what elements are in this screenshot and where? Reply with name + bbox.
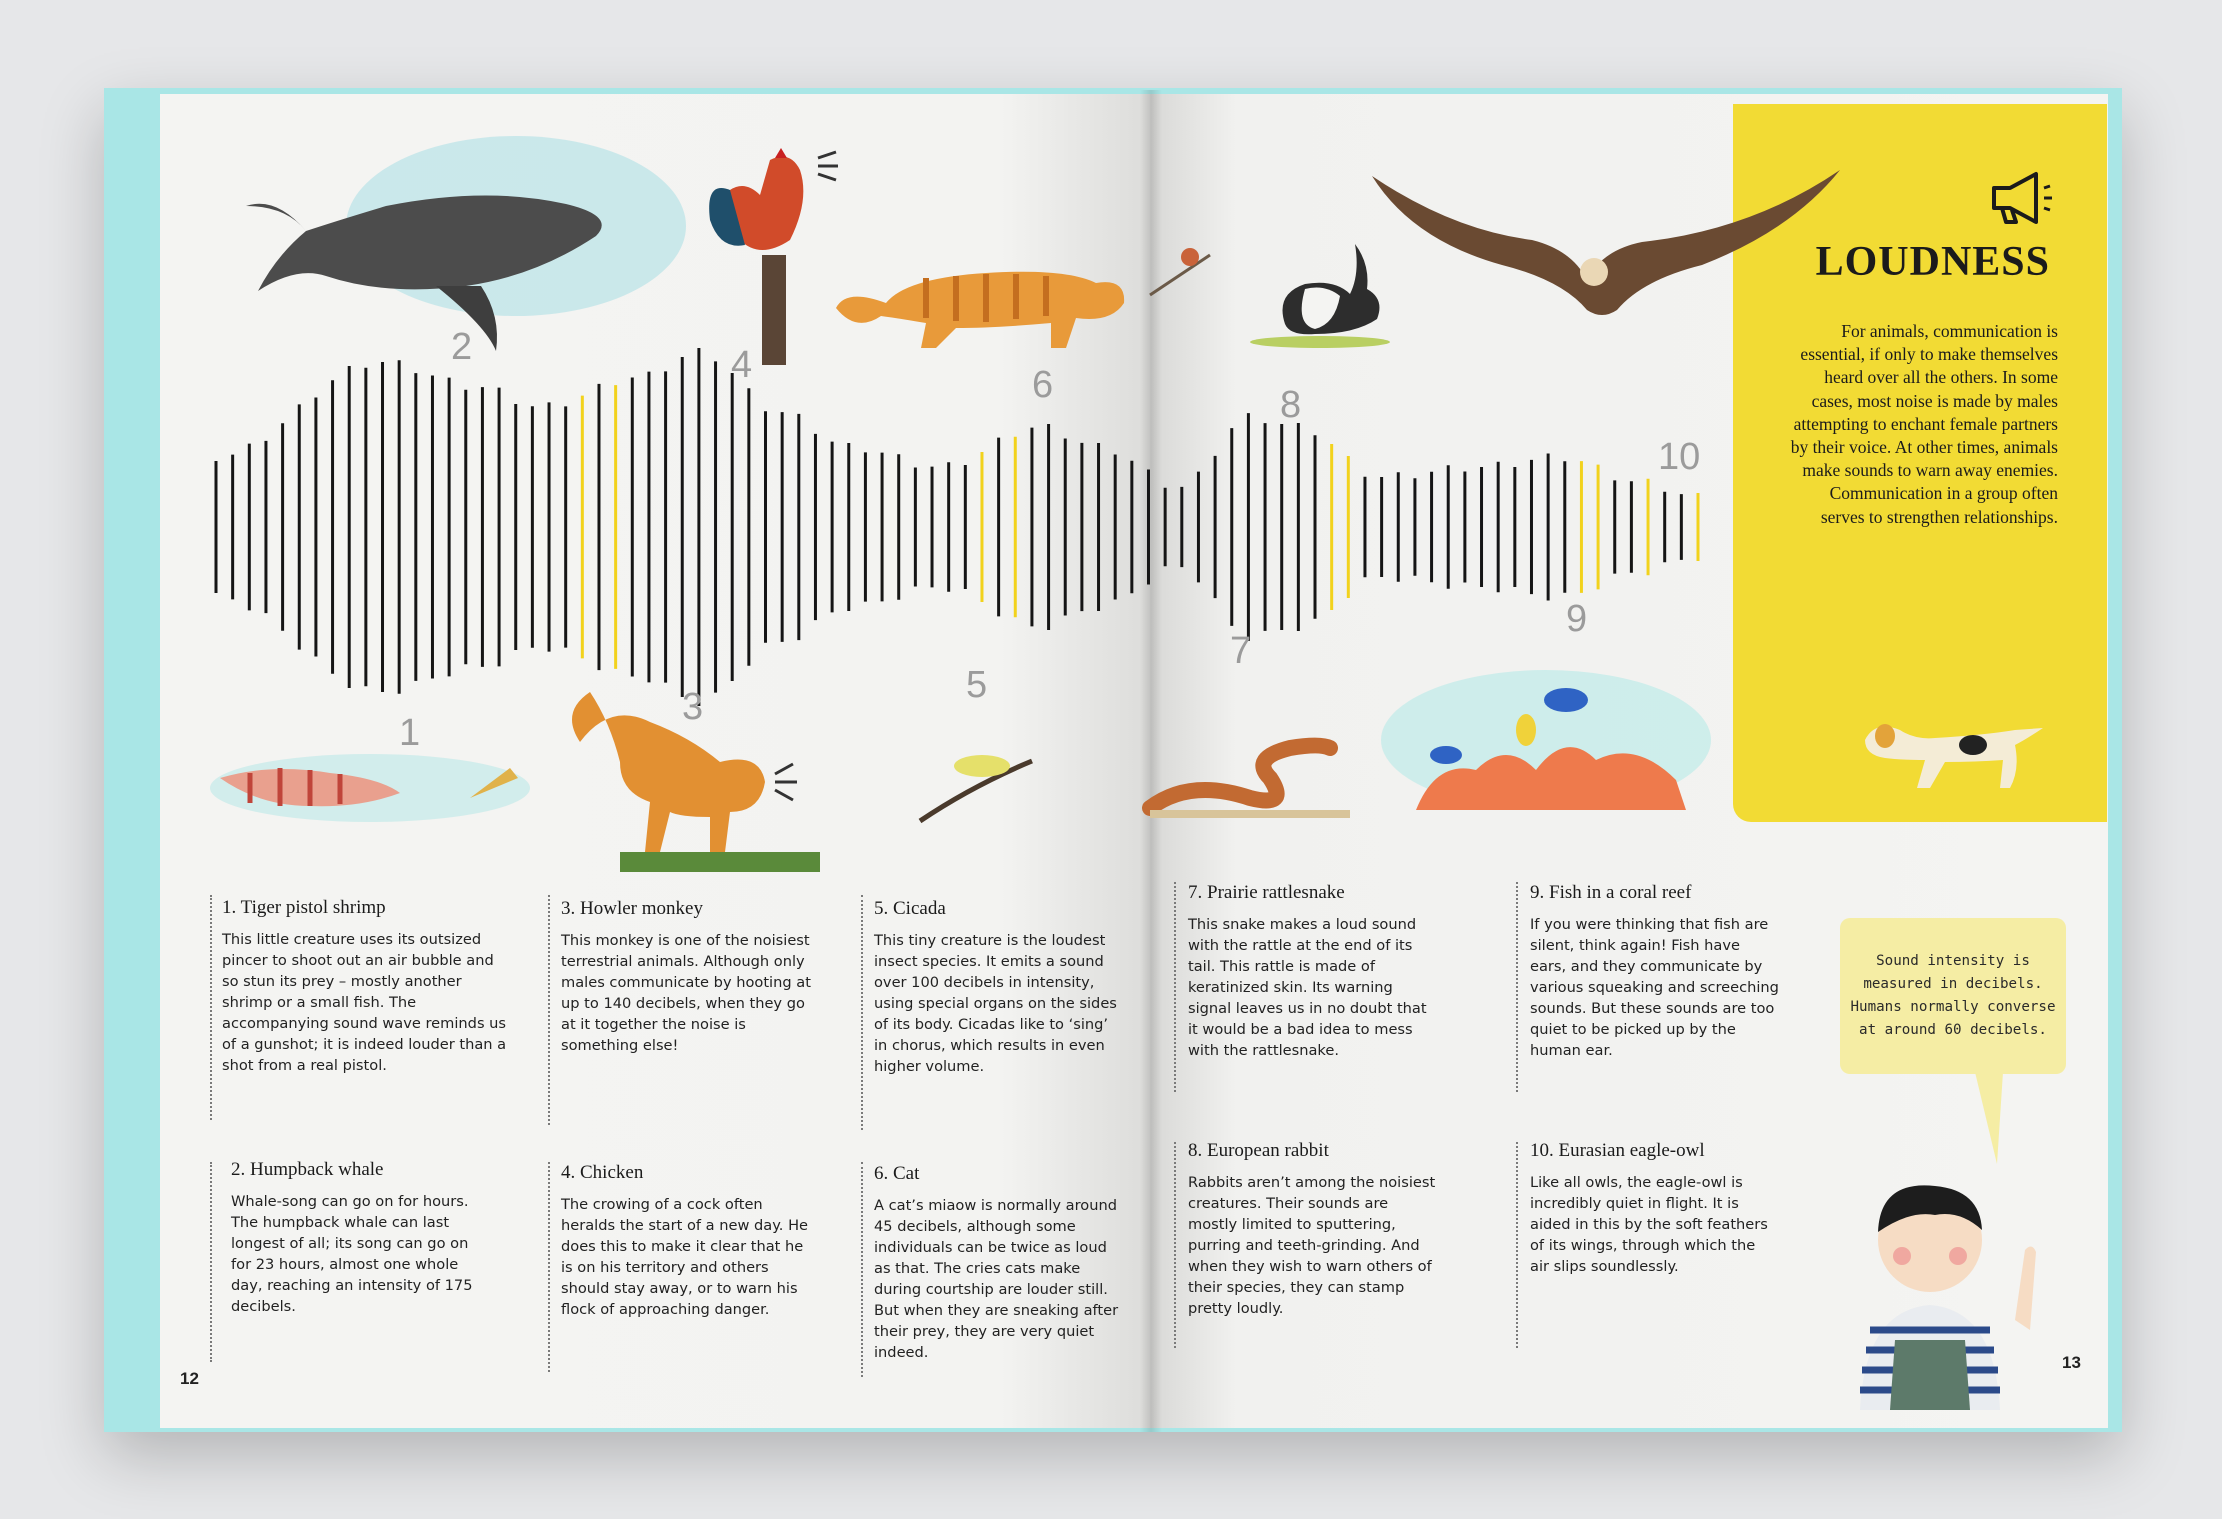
wave-label-3: 3 bbox=[682, 686, 704, 728]
child-illustration bbox=[1840, 1170, 2050, 1410]
entry-text: If you were thinking that fish are silent, think again! Fish have ears, and they communicate by various squeaking and screeching sounds. But these sounds are too quiet to be picked up by the human ear. bbox=[1530, 916, 1779, 1059]
cicada-illustration bbox=[912, 726, 1042, 826]
entry-title: 2. Humpback whale bbox=[231, 1159, 384, 1180]
column-separator bbox=[548, 895, 550, 1125]
entry-text: A cat’s miaow is normally around 45 decibels, although some individuals can be twice as loud as that. The cries cats make during courtship are louder still. But when they are sneaking after their prey, they are very quiet indeed. bbox=[874, 1197, 1119, 1361]
entry-cat bbox=[874, 1163, 1124, 1363]
cat-illustration bbox=[826, 248, 1136, 348]
entry-cicada bbox=[874, 898, 1124, 1077]
coral-reef-illustration bbox=[1376, 650, 1706, 810]
tiger-pistol-shrimp-illustration bbox=[210, 738, 530, 828]
column-separator bbox=[1174, 882, 1176, 1092]
entry-text: This snake makes a loud sound with the rattle at the end of its tail. This rattle is made of keratinized skin. Its warning signal leaves us in no doubt that it would be a bad idea to mess with the rattlesnake. bbox=[1188, 916, 1427, 1059]
dog-illustration bbox=[1855, 700, 2045, 790]
column-separator bbox=[1516, 882, 1518, 1092]
panel-description: For animals, communication is essential, if only to make themselves heard over all the others. In some cases, most noise is made by males attempting to enchant female partners by their voice. At other times, animals make sounds to warn away enemies. Communication in a group often serves to strengthen relationships. bbox=[1790, 321, 2058, 527]
speech-bubble-tail bbox=[1975, 1072, 2003, 1164]
eagle-owl-illustration bbox=[1372, 170, 1842, 320]
small-bird-illustration bbox=[1150, 235, 1220, 305]
entry-title: 9. Fish in a coral reef bbox=[1530, 882, 1692, 903]
entry-howler-monkey bbox=[561, 898, 811, 1056]
howler-monkey-illustration bbox=[560, 682, 820, 892]
rattlesnake-illustration bbox=[1150, 718, 1350, 818]
wave-label-2: 2 bbox=[451, 326, 473, 368]
wave-label-9: 9 bbox=[1566, 598, 1588, 640]
wave-label-8: 8 bbox=[1280, 384, 1302, 426]
entry-title: 1. Tiger pistol shrimp bbox=[222, 897, 386, 918]
entry-title: 5. Cicada bbox=[874, 898, 946, 919]
entry-title: 8. European rabbit bbox=[1188, 1140, 1329, 1161]
entry-title: 4. Chicken bbox=[561, 1162, 644, 1183]
column-separator bbox=[210, 1162, 212, 1362]
entry-prairie-rattlesnake bbox=[1188, 882, 1438, 1061]
entry-text: Like all owls, the eagle-owl is incredibly quiet in flight. It is aided in this by the soft feathers of its wings, through which the air slips soundlessly. bbox=[1530, 1174, 1768, 1275]
column-separator bbox=[1516, 1142, 1518, 1348]
entry-eurasian-eagle-owl bbox=[1530, 1140, 1770, 1277]
entry-coral-reef-fish bbox=[1530, 882, 1780, 1061]
column-separator bbox=[548, 1162, 550, 1372]
entry-text: Whale-song can go on for hours. The humpback whale can last longest of all; its song can go on for 23 hours, almost one whole day, reaching an intensity of 175 decibels. bbox=[231, 1193, 473, 1315]
entry-text: The crowing of a cock often heralds the start of a new day. He does this to make it clear that he is on his territory and others should stay away, or to warn his flock of approaching danger. bbox=[561, 1196, 809, 1318]
entry-text: Rabbits aren’t among the noisiest creatures. Their sounds are mostly limited to sputtering, purring and teeth-grinding. And when they wish to warn others of their species, they can stamp pretty loudly. bbox=[1188, 1174, 1436, 1317]
entry-title: 6. Cat bbox=[874, 1163, 920, 1184]
wave-label-5: 5 bbox=[966, 664, 988, 706]
entry-humpback-whale bbox=[231, 1159, 481, 1317]
entry-chicken bbox=[561, 1162, 811, 1320]
wave-label-6: 6 bbox=[1032, 364, 1054, 406]
wave-label-1: 1 bbox=[399, 712, 421, 754]
speech-bubble-text: Sound intensity is measured in decibels. Humans normally converse at around 60 decibels. bbox=[1850, 953, 2056, 1038]
entry-title: 3. Howler monkey bbox=[561, 898, 703, 919]
wave-label-4: 4 bbox=[731, 344, 753, 386]
left-page-number: 12 bbox=[180, 1369, 199, 1388]
wave-label-7: 7 bbox=[1230, 630, 1252, 672]
humpback-whale-illustration bbox=[236, 126, 696, 356]
entry-text: This little creature uses its outsized pincer to shoot out an air bubble and so stun its prey – mostly another shrimp or a small fish. The accompanying sound wave reminds us of a gunshot; it is indeed louder than a shot from a real pistol. bbox=[222, 931, 507, 1074]
column-separator bbox=[861, 1162, 863, 1377]
right-page-number: 13 bbox=[2062, 1353, 2081, 1372]
entry-text: This monkey is one of the noisiest terrestrial animals. Although only males communicate by hooting at up to 140 decibels, when they go at it together the noise is something else! bbox=[561, 932, 811, 1054]
entry-text: This tiny creature is the loudest insect species. It emits a sound over 100 decibels in intensity, using special organs on the sides of its body. Cicadas like to ‘sing’ in chorus, which results in even higher volume. bbox=[874, 932, 1117, 1075]
entry-title: 7. Prairie rattlesnake bbox=[1188, 882, 1345, 903]
panel-title: LOUDNESS bbox=[1815, 239, 2050, 285]
column-separator bbox=[861, 895, 863, 1130]
wave-label-10: 10 bbox=[1658, 436, 1701, 478]
entry-european-rabbit bbox=[1188, 1140, 1438, 1319]
entry-tiger-pistol-shrimp bbox=[222, 897, 512, 1076]
column-separator bbox=[210, 895, 212, 1120]
column-separator bbox=[1174, 1142, 1176, 1348]
entry-title: 10. Eurasian eagle-owl bbox=[1530, 1140, 1705, 1161]
